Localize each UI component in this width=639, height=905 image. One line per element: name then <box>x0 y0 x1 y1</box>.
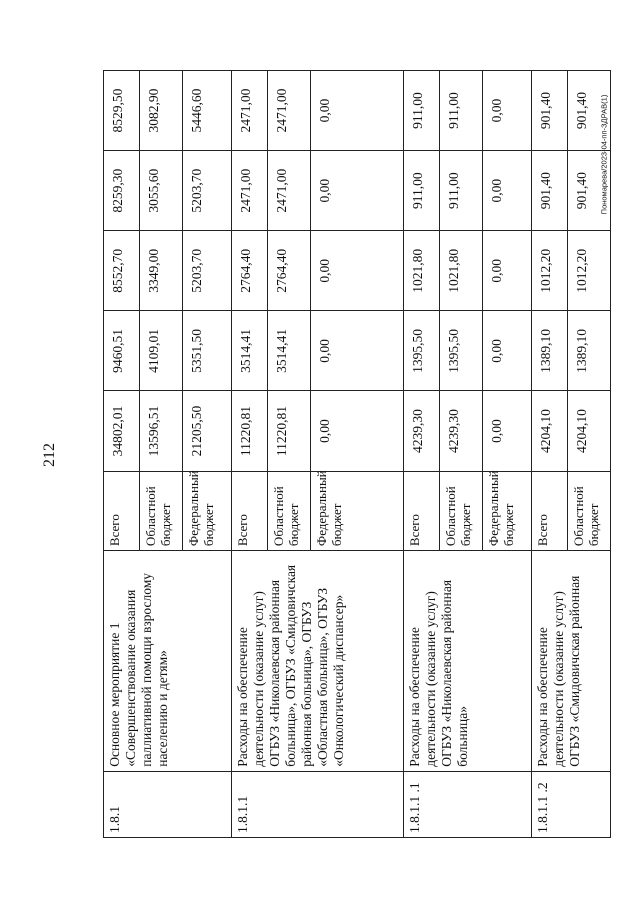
amount-cell: 11220,81 <box>232 391 268 471</box>
amount-cell: 2471,00 <box>268 71 311 151</box>
funding-source: Всего <box>532 471 568 550</box>
table-row <box>104 71 140 838</box>
funding-source: Федеральный бюджет <box>311 471 404 550</box>
amount-cell: 3082,90 <box>140 71 183 151</box>
funding-source: Всего <box>404 471 440 550</box>
amount-cell: 3055,60 <box>140 151 183 231</box>
row-name: Основное мероприятие 1 «Совершенствование оказания паллиативной помощи взрослому населению и детям» <box>104 551 232 772</box>
amount-cell: 5351,50 <box>183 311 232 391</box>
amount-cell: 0,00 <box>311 71 404 151</box>
amount-cell: 911,00 <box>404 151 440 231</box>
amount-cell: 4239,30 <box>440 391 483 471</box>
budget-table <box>103 70 611 838</box>
table-row <box>232 71 268 838</box>
amount-cell: 2471,00 <box>232 151 268 231</box>
amount-cell: 1021,80 <box>440 231 483 311</box>
amount-cell: 21205,50 <box>183 391 232 471</box>
amount-cell: 911,00 <box>440 71 483 151</box>
amount-cell: 0,00 <box>311 231 404 311</box>
amount-cell: 4204,10 <box>532 391 568 471</box>
amount-cell: 2471,00 <box>268 151 311 231</box>
amount-cell: 1012,20 <box>532 231 568 311</box>
amount-cell: 2764,40 <box>232 231 268 311</box>
funding-source: Областной бюджет <box>268 471 311 550</box>
row-name: Расходы на обеспечение деятельности (оказание услуг) ОГБУЗ «Николаевская районная больница» <box>404 551 532 772</box>
amount-cell: 13596,51 <box>140 391 183 471</box>
amount-cell: 11220,81 <box>268 391 311 471</box>
amount-cell: 2471,00 <box>232 71 268 151</box>
row-code: 1.8.1.1 <box>232 771 404 837</box>
row-code: 1.8.1 <box>104 771 232 837</box>
amount-cell: 0,00 <box>483 311 532 391</box>
amount-cell: 3514,41 <box>268 311 311 391</box>
amount-cell: 5203,70 <box>183 151 232 231</box>
amount-cell: 0,00 <box>311 391 404 471</box>
amount-cell: 34802,01 <box>104 391 140 471</box>
amount-cell: 4239,30 <box>404 391 440 471</box>
amount-cell: 901,40 <box>568 71 611 151</box>
amount-cell: 0,00 <box>483 391 532 471</box>
table-row <box>532 71 568 838</box>
amount-cell: 911,00 <box>404 71 440 151</box>
funding-source: Областной бюджет <box>568 471 611 550</box>
amount-cell: 1395,50 <box>440 311 483 391</box>
document-code: Пономарева/2023-04-пп-ЗДРАВ(1) <box>599 94 609 215</box>
amount-cell: 0,00 <box>311 311 404 391</box>
amount-cell: 0,00 <box>483 71 532 151</box>
funding-source: Всего <box>104 471 140 550</box>
amount-cell: 3514,41 <box>232 311 268 391</box>
row-code: 1.8.1.1 .2 <box>532 771 611 837</box>
amount-cell: 901,40 <box>532 71 568 151</box>
amount-cell: 1012,20 <box>568 231 611 311</box>
amount-cell: 901,40 <box>568 151 611 231</box>
amount-cell: 4204,10 <box>568 391 611 471</box>
amount-cell: 1021,80 <box>404 231 440 311</box>
amount-cell: 8259,30 <box>104 151 140 231</box>
funding-source: Федеральный бюджет <box>483 471 532 550</box>
amount-cell: 0,00 <box>311 151 404 231</box>
amount-cell: 911,00 <box>440 151 483 231</box>
amount-cell: 0,00 <box>483 231 532 311</box>
amount-cell: 1395,50 <box>404 311 440 391</box>
amount-cell: 9460,51 <box>104 311 140 391</box>
table-row <box>404 71 440 838</box>
amount-cell: 1389,10 <box>568 311 611 391</box>
amount-cell: 901,40 <box>532 151 568 231</box>
funding-source: Областной бюджет <box>140 471 183 550</box>
amount-cell: 1389,10 <box>532 311 568 391</box>
row-name: Расходы на обеспечение деятельности (оказание услуг) ОГБУЗ «Николаевская районная больница», ОГБУЗ «Смидовичская районная больница», ОГБУЗ «Областная больница», ОГБУЗ «Онкологический диспансер» <box>232 551 404 772</box>
funding-source: Областной бюджет <box>440 471 483 550</box>
funding-source: Федеральный бюджет <box>183 471 232 550</box>
amount-cell: 5203,70 <box>183 231 232 311</box>
amount-cell: 8529,50 <box>104 71 140 151</box>
amount-cell: 8552,70 <box>104 231 140 311</box>
amount-cell: 4109,01 <box>140 311 183 391</box>
row-name: Расходы на обеспечение деятельности (оказание услуг) ОГБУЗ «Смидовичская районная <box>532 551 611 772</box>
amount-cell: 0,00 <box>483 151 532 231</box>
page-number: 212 <box>41 443 58 467</box>
funding-source: Всего <box>232 471 268 550</box>
row-code: 1.8.1.1 .1 <box>404 771 532 837</box>
amount-cell: 5446,60 <box>183 71 232 151</box>
rotated-table-container <box>103 70 602 838</box>
amount-cell: 2764,40 <box>268 231 311 311</box>
budget-table-body <box>104 71 611 838</box>
amount-cell: 3349,00 <box>140 231 183 311</box>
